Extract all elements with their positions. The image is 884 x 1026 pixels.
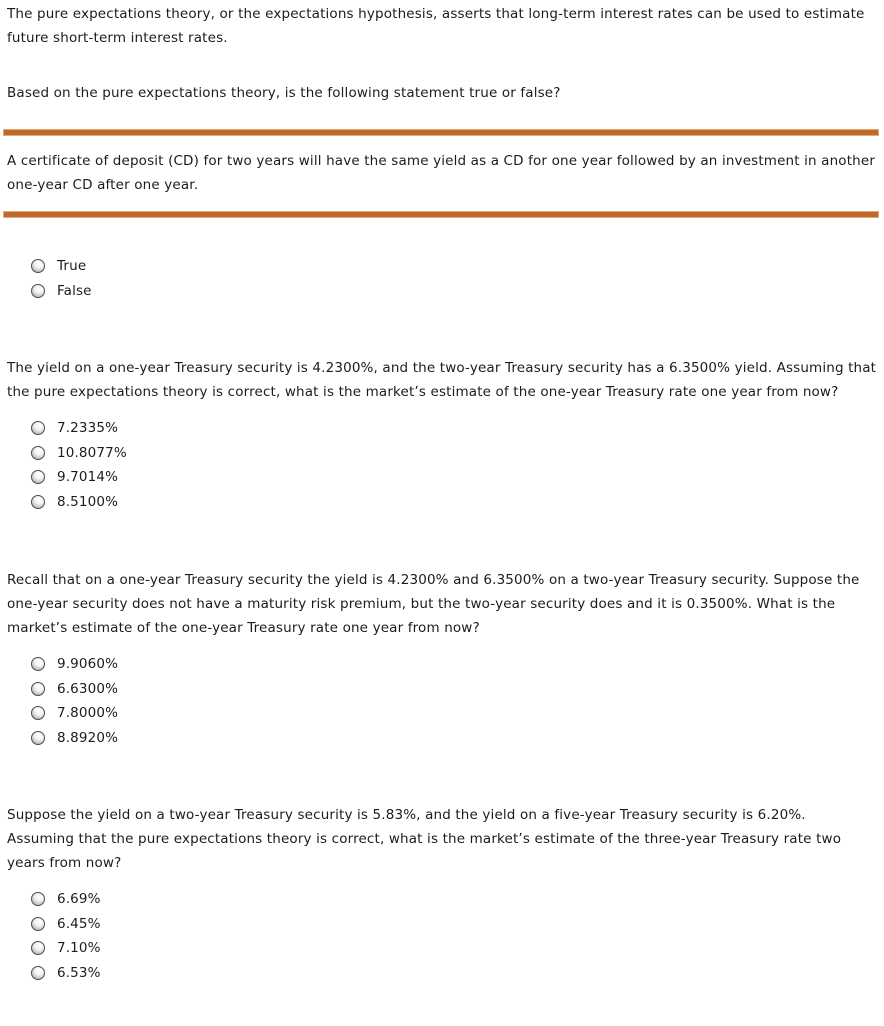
option-label: 8.8920%: [57, 729, 119, 746]
question2-prompt: The yield on a one-year Treasury security is 4.2300%, and the two-year Treasury security has a 6.3500% yield. Assuming that the pure expectations theory is correct, what is the market’s estimate of the one-year Treasury rate one year from now?: [7, 360, 877, 400]
option-label: 10.8077%: [57, 444, 127, 461]
radio-button-icon[interactable]: [31, 706, 45, 720]
option-label: 9.9060%: [57, 656, 119, 673]
question4-options: [7, 887, 877, 985]
option-label: 7.2335%: [57, 420, 119, 437]
radio-button-icon[interactable]: [31, 917, 45, 931]
radio-button-icon[interactable]: [31, 259, 45, 273]
option-label: 9.7014%: [57, 469, 119, 486]
radio-button-icon[interactable]: [31, 446, 45, 460]
option-label: 7.10%: [57, 940, 101, 957]
question3-prompt: Recall that on a one-year Treasury security the yield is 4.2300% and 6.3500% on a two-year Treasury security. Suppose the one-year security does not have a maturity risk premium, but the two-year security does and it is 0.3500%. What is the market’s estimate of the one-year Treasury rate one year from now?: [7, 572, 860, 636]
radio-button-icon[interactable]: [31, 495, 45, 509]
option-q4-4[interactable]: [31, 961, 877, 986]
option-label: False: [57, 282, 92, 299]
option-label: True: [57, 258, 87, 275]
option-q2-3[interactable]: [31, 465, 877, 490]
option-q3-4[interactable]: [31, 726, 877, 751]
radio-button-icon[interactable]: [31, 284, 45, 298]
option-q4-1[interactable]: [31, 887, 877, 912]
option-q2-2[interactable]: [31, 441, 877, 466]
option-label: 6.53%: [57, 964, 101, 981]
radio-button-icon[interactable]: [31, 966, 45, 980]
radio-button-icon[interactable]: [31, 470, 45, 484]
option-label: 7.8000%: [57, 705, 119, 722]
option-q3-2[interactable]: [31, 677, 877, 702]
question3-options: [7, 652, 877, 750]
option-q2-1[interactable]: [31, 416, 877, 441]
statement-divider-bottom: [3, 211, 879, 218]
option-q4-2[interactable]: [31, 912, 877, 937]
radio-button-icon[interactable]: [31, 892, 45, 906]
radio-button-icon[interactable]: [31, 657, 45, 671]
radio-button-icon[interactable]: [31, 731, 45, 745]
statement-divider-top: [3, 129, 879, 136]
option-label: 6.45%: [57, 915, 101, 932]
option-label: 6.6300%: [57, 680, 119, 697]
option-label: 6.69%: [57, 891, 101, 908]
radio-button-icon[interactable]: [31, 421, 45, 435]
option-q2-4[interactable]: [31, 490, 877, 515]
option-q1-false[interactable]: [31, 279, 877, 304]
radio-button-icon[interactable]: [31, 682, 45, 696]
quiz-page: [7, 2, 877, 985]
question4-prompt: Suppose the yield on a two-year Treasury security is 5.83%, and the yield on a five-year Treasury security is 6.20%. Assuming that the pure expectations theory is correct, what is the market’s estimate of the three-year Treasury rate two years from now?: [7, 807, 842, 871]
option-q3-3[interactable]: [31, 701, 877, 726]
option-q1-true[interactable]: [31, 254, 877, 279]
question1-statement: A certificate of deposit (CD) for two years will have the same yield as a CD for one year followed by an investment in another one-year CD after one year.: [7, 153, 876, 193]
intro-paragraph: The pure expectations theory, or the expectations hypothesis, asserts that long-term interest rates can be used to estimate future short-term interest rates.: [7, 6, 865, 46]
radio-button-icon[interactable]: [31, 941, 45, 955]
question2-options: [7, 416, 877, 514]
option-q4-3[interactable]: [31, 936, 877, 961]
question1-prompt: Based on the pure expectations theory, is the following statement true or false?: [7, 85, 561, 101]
option-q3-1[interactable]: [31, 652, 877, 677]
question1-options: [7, 254, 877, 303]
option-label: 8.5100%: [57, 493, 119, 510]
